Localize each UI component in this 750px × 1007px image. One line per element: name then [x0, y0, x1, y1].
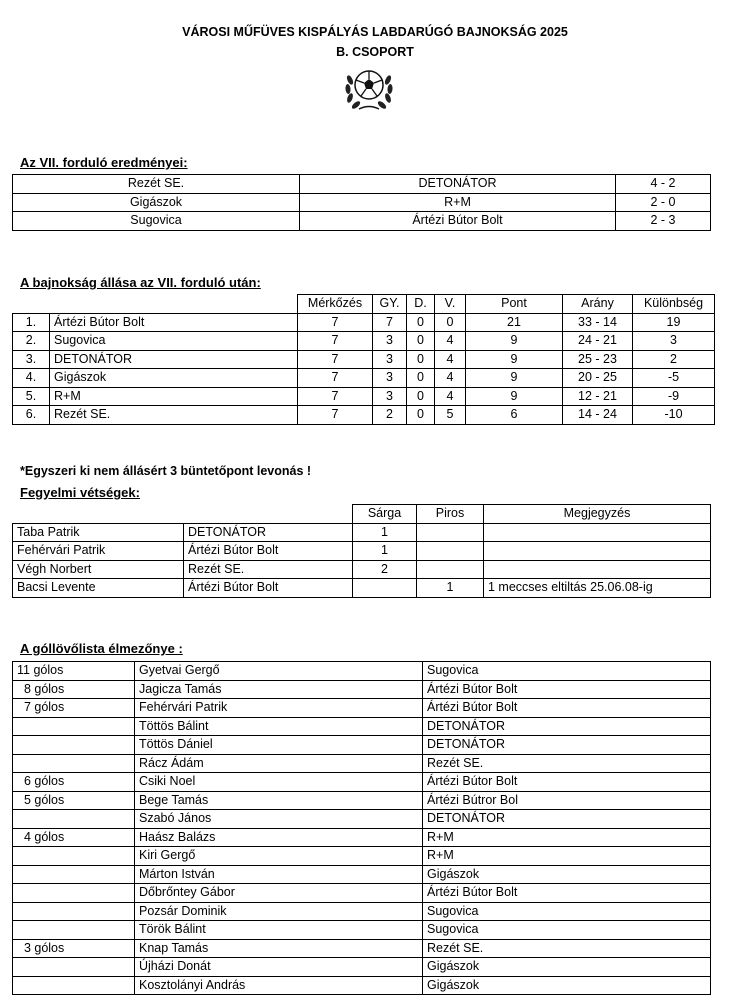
- goals-cell: 33 - 14: [563, 313, 633, 332]
- won-cell: 3: [373, 387, 407, 406]
- standings-header-row: [13, 295, 715, 314]
- scorer-row: [13, 699, 711, 718]
- scorers-heading: A góllövőlista élmezőnye :: [20, 641, 183, 656]
- score-cell: 2 - 3: [616, 212, 711, 231]
- team-cell: DETONÁTOR: [423, 717, 711, 736]
- note-cell: [484, 523, 711, 542]
- yellow-card-cell: 2: [353, 560, 417, 579]
- team-cell: Rezét SE.: [423, 754, 711, 773]
- standings-row: [13, 387, 715, 406]
- drawn-cell: 0: [407, 369, 435, 388]
- team-cell: R+M: [423, 828, 711, 847]
- goals-cell: 14 - 24: [563, 406, 633, 425]
- scorer-row: [13, 939, 711, 958]
- away-team-cell: Ártézi Bútor Bolt: [300, 212, 616, 231]
- red-card-cell: [417, 523, 484, 542]
- rank-cell: 5.: [13, 387, 50, 406]
- player-cell: Rácz Ádám: [135, 754, 423, 773]
- team-cell: Rezét SE.: [423, 939, 711, 958]
- scorer-row: [13, 736, 711, 755]
- column-header: Különbség: [633, 295, 715, 314]
- column-header: Piros: [417, 505, 484, 524]
- goals-cell: 11 gólos: [13, 662, 135, 681]
- team-cell: Ártézi Bútor Bolt: [423, 680, 711, 699]
- rank-cell: 1.: [13, 313, 50, 332]
- column-header: V.: [435, 295, 466, 314]
- scorer-row: [13, 976, 711, 995]
- diff-cell: 3: [633, 332, 715, 351]
- scorer-row: [13, 754, 711, 773]
- player-cell: Bege Tamás: [135, 791, 423, 810]
- points-cell: 9: [466, 387, 563, 406]
- team-cell: Rezét SE.: [50, 406, 298, 425]
- lost-cell: 4: [435, 369, 466, 388]
- team-cell: Sugovica: [423, 662, 711, 681]
- results-heading: Az VII. forduló eredményei:: [20, 155, 188, 170]
- standings-row: [13, 406, 715, 425]
- goals-cell: [13, 717, 135, 736]
- home-team-cell: Sugovica: [13, 212, 300, 231]
- scorer-row: [13, 847, 711, 866]
- goals-cell: 3 gólos: [13, 939, 135, 958]
- goals-cell: 12 - 21: [563, 387, 633, 406]
- player-cell: Kiri Gergő: [135, 847, 423, 866]
- page-subtitle: B. CSOPORT: [336, 45, 414, 59]
- player-cell: Fehérvári Patrik: [13, 542, 184, 561]
- away-team-cell: DETONÁTOR: [300, 175, 616, 194]
- goals-cell: [13, 884, 135, 903]
- blank-header-cell: [13, 505, 184, 524]
- player-cell: Töttös Bálint: [135, 717, 423, 736]
- diff-cell: -5: [633, 369, 715, 388]
- goals-cell: [13, 921, 135, 940]
- team-cell: Gigászok: [423, 865, 711, 884]
- note-cell: [484, 560, 711, 579]
- column-header: Arány: [563, 295, 633, 314]
- discipline-heading: Fegyelmi vétségek:: [20, 485, 140, 500]
- scorer-row: [13, 921, 711, 940]
- player-cell: Fehérvári Patrik: [135, 699, 423, 718]
- diff-cell: 2: [633, 350, 715, 369]
- player-cell: Dőbrőntey Gábor: [135, 884, 423, 903]
- blank-header-cell: [184, 505, 353, 524]
- column-header: GY.: [373, 295, 407, 314]
- discipline-row: [13, 523, 711, 542]
- goals-cell: [13, 865, 135, 884]
- player-cell: Bacsi Levente: [13, 579, 184, 598]
- team-cell: Ártézi Bútor Bolt: [50, 313, 298, 332]
- team-cell: DETONÁTOR: [50, 350, 298, 369]
- player-cell: Szabó János: [135, 810, 423, 829]
- player-cell: Gyetvai Gergő: [135, 662, 423, 681]
- drawn-cell: 0: [407, 332, 435, 351]
- note-cell: 1 meccses eltiltás 25.06.08-ig: [484, 579, 711, 598]
- played-cell: 7: [298, 369, 373, 388]
- goals-cell: [13, 902, 135, 921]
- drawn-cell: 0: [407, 313, 435, 332]
- column-header: Pont: [466, 295, 563, 314]
- player-cell: Török Bálint: [135, 921, 423, 940]
- scorers-table: [12, 661, 711, 995]
- won-cell: 7: [373, 313, 407, 332]
- results-table: [12, 174, 711, 231]
- team-cell: Sugovica: [50, 332, 298, 351]
- player-cell: Taba Patrik: [13, 523, 184, 542]
- team-cell: Gigászok: [423, 958, 711, 977]
- won-cell: 3: [373, 350, 407, 369]
- result-row: [13, 175, 711, 194]
- player-cell: Knap Tamás: [135, 939, 423, 958]
- won-cell: 2: [373, 406, 407, 425]
- team-cell: Sugovica: [423, 921, 711, 940]
- played-cell: 7: [298, 387, 373, 406]
- score-cell: 2 - 0: [616, 193, 711, 212]
- team-cell: Gigászok: [50, 369, 298, 388]
- lost-cell: 4: [435, 387, 466, 406]
- drawn-cell: 0: [407, 350, 435, 369]
- scorer-row: [13, 717, 711, 736]
- column-header: D.: [407, 295, 435, 314]
- player-cell: Végh Norbert: [13, 560, 184, 579]
- played-cell: 7: [298, 406, 373, 425]
- discipline-header-row: [13, 505, 711, 524]
- team-cell: DETONÁTOR: [423, 810, 711, 829]
- rank-cell: 6.: [13, 406, 50, 425]
- goals-cell: 4 gólos: [13, 828, 135, 847]
- points-cell: 9: [466, 332, 563, 351]
- standings-heading: A bajnokság állása az VII. forduló után:: [20, 275, 261, 290]
- discipline-row: [13, 542, 711, 561]
- player-cell: Haász Balázs: [135, 828, 423, 847]
- drawn-cell: 0: [407, 406, 435, 425]
- team-cell: R+M: [50, 387, 298, 406]
- team-cell: Ártézi Bútor Bolt: [423, 884, 711, 903]
- lost-cell: 5: [435, 406, 466, 425]
- player-cell: Csiki Noel: [135, 773, 423, 792]
- yellow-card-cell: 1: [353, 523, 417, 542]
- score-cell: 4 - 2: [616, 175, 711, 194]
- rank-cell: 4.: [13, 369, 50, 388]
- player-cell: Márton István: [135, 865, 423, 884]
- lost-cell: 4: [435, 350, 466, 369]
- scorer-row: [13, 884, 711, 903]
- scorer-row: [13, 662, 711, 681]
- player-cell: Kosztolányi András: [135, 976, 423, 995]
- rank-cell: 3.: [13, 350, 50, 369]
- blank-header-cell: [13, 295, 50, 314]
- rank-cell: 2.: [13, 332, 50, 351]
- player-cell: Jagicza Tamás: [135, 680, 423, 699]
- yellow-card-cell: 1: [353, 542, 417, 561]
- red-card-cell: [417, 560, 484, 579]
- penalty-notice: *Egyszeri ki nem állásért 3 büntetőpont levonás !: [20, 464, 312, 478]
- scorer-row: [13, 791, 711, 810]
- points-cell: 21: [466, 313, 563, 332]
- standings-row: [13, 369, 715, 388]
- team-cell: Ártézi Bútror Bol: [423, 791, 711, 810]
- scorer-row: [13, 680, 711, 699]
- team-cell: Ártézi Bútor Bolt: [184, 579, 353, 598]
- goals-cell: 7 gólos: [13, 699, 135, 718]
- home-team-cell: Rezét SE.: [13, 175, 300, 194]
- goals-cell: 5 gólos: [13, 791, 135, 810]
- result-row: [13, 193, 711, 212]
- note-cell: [484, 542, 711, 561]
- played-cell: 7: [298, 332, 373, 351]
- goals-cell: 8 gólos: [13, 680, 135, 699]
- goals-cell: [13, 958, 135, 977]
- discipline-row: [13, 560, 711, 579]
- standings-row: [13, 332, 715, 351]
- goals-cell: 24 - 21: [563, 332, 633, 351]
- lost-cell: 4: [435, 332, 466, 351]
- team-cell: Ártézi Bútor Bolt: [423, 773, 711, 792]
- points-cell: 9: [466, 350, 563, 369]
- goals-cell: 25 - 23: [563, 350, 633, 369]
- points-cell: 9: [466, 369, 563, 388]
- result-row: [13, 212, 711, 231]
- scorer-row: [13, 958, 711, 977]
- soccer-ball-laurel-icon: [342, 62, 396, 112]
- scorer-row: [13, 865, 711, 884]
- red-card-cell: 1: [417, 579, 484, 598]
- discipline-row: [13, 579, 711, 598]
- goals-cell: [13, 847, 135, 866]
- player-cell: Pozsár Dominik: [135, 902, 423, 921]
- team-cell: DETONÁTOR: [184, 523, 353, 542]
- won-cell: 3: [373, 369, 407, 388]
- home-team-cell: Gigászok: [13, 193, 300, 212]
- goals-cell: [13, 736, 135, 755]
- yellow-card-cell: [353, 579, 417, 598]
- diff-cell: -9: [633, 387, 715, 406]
- team-cell: Ártézi Bútor Bolt: [423, 699, 711, 718]
- scorer-row: [13, 828, 711, 847]
- drawn-cell: 0: [407, 387, 435, 406]
- team-cell: Ártézi Bútor Bolt: [184, 542, 353, 561]
- column-header: Sárga: [353, 505, 417, 524]
- scorer-row: [13, 773, 711, 792]
- team-cell: Gigászok: [423, 976, 711, 995]
- goals-cell: [13, 810, 135, 829]
- goals-cell: 20 - 25: [563, 369, 633, 388]
- scorer-row: [13, 902, 711, 921]
- won-cell: 3: [373, 332, 407, 351]
- diff-cell: 19: [633, 313, 715, 332]
- away-team-cell: R+M: [300, 193, 616, 212]
- points-cell: 6: [466, 406, 563, 425]
- goals-cell: [13, 754, 135, 773]
- player-cell: Töttös Dániel: [135, 736, 423, 755]
- standings-row: [13, 350, 715, 369]
- player-cell: Újházi Donát: [135, 958, 423, 977]
- red-card-cell: [417, 542, 484, 561]
- lost-cell: 0: [435, 313, 466, 332]
- scorer-row: [13, 810, 711, 829]
- team-cell: DETONÁTOR: [423, 736, 711, 755]
- column-header: Mérkőzés: [298, 295, 373, 314]
- page-title: VÁROSI MŰFÜVES KISPÁLYÁS LABDARÚGÓ BAJNOKSÁG 2025: [182, 25, 568, 39]
- team-cell: Rezét SE.: [184, 560, 353, 579]
- team-cell: R+M: [423, 847, 711, 866]
- goals-cell: [13, 976, 135, 995]
- standings-row: [13, 313, 715, 332]
- standings-table: [12, 294, 715, 425]
- played-cell: 7: [298, 350, 373, 369]
- team-cell: Sugovica: [423, 902, 711, 921]
- played-cell: 7: [298, 313, 373, 332]
- discipline-table: [12, 504, 711, 598]
- blank-header-cell: [50, 295, 298, 314]
- column-header: Megjegyzés: [484, 505, 711, 524]
- goals-cell: 6 gólos: [13, 773, 135, 792]
- diff-cell: -10: [633, 406, 715, 425]
